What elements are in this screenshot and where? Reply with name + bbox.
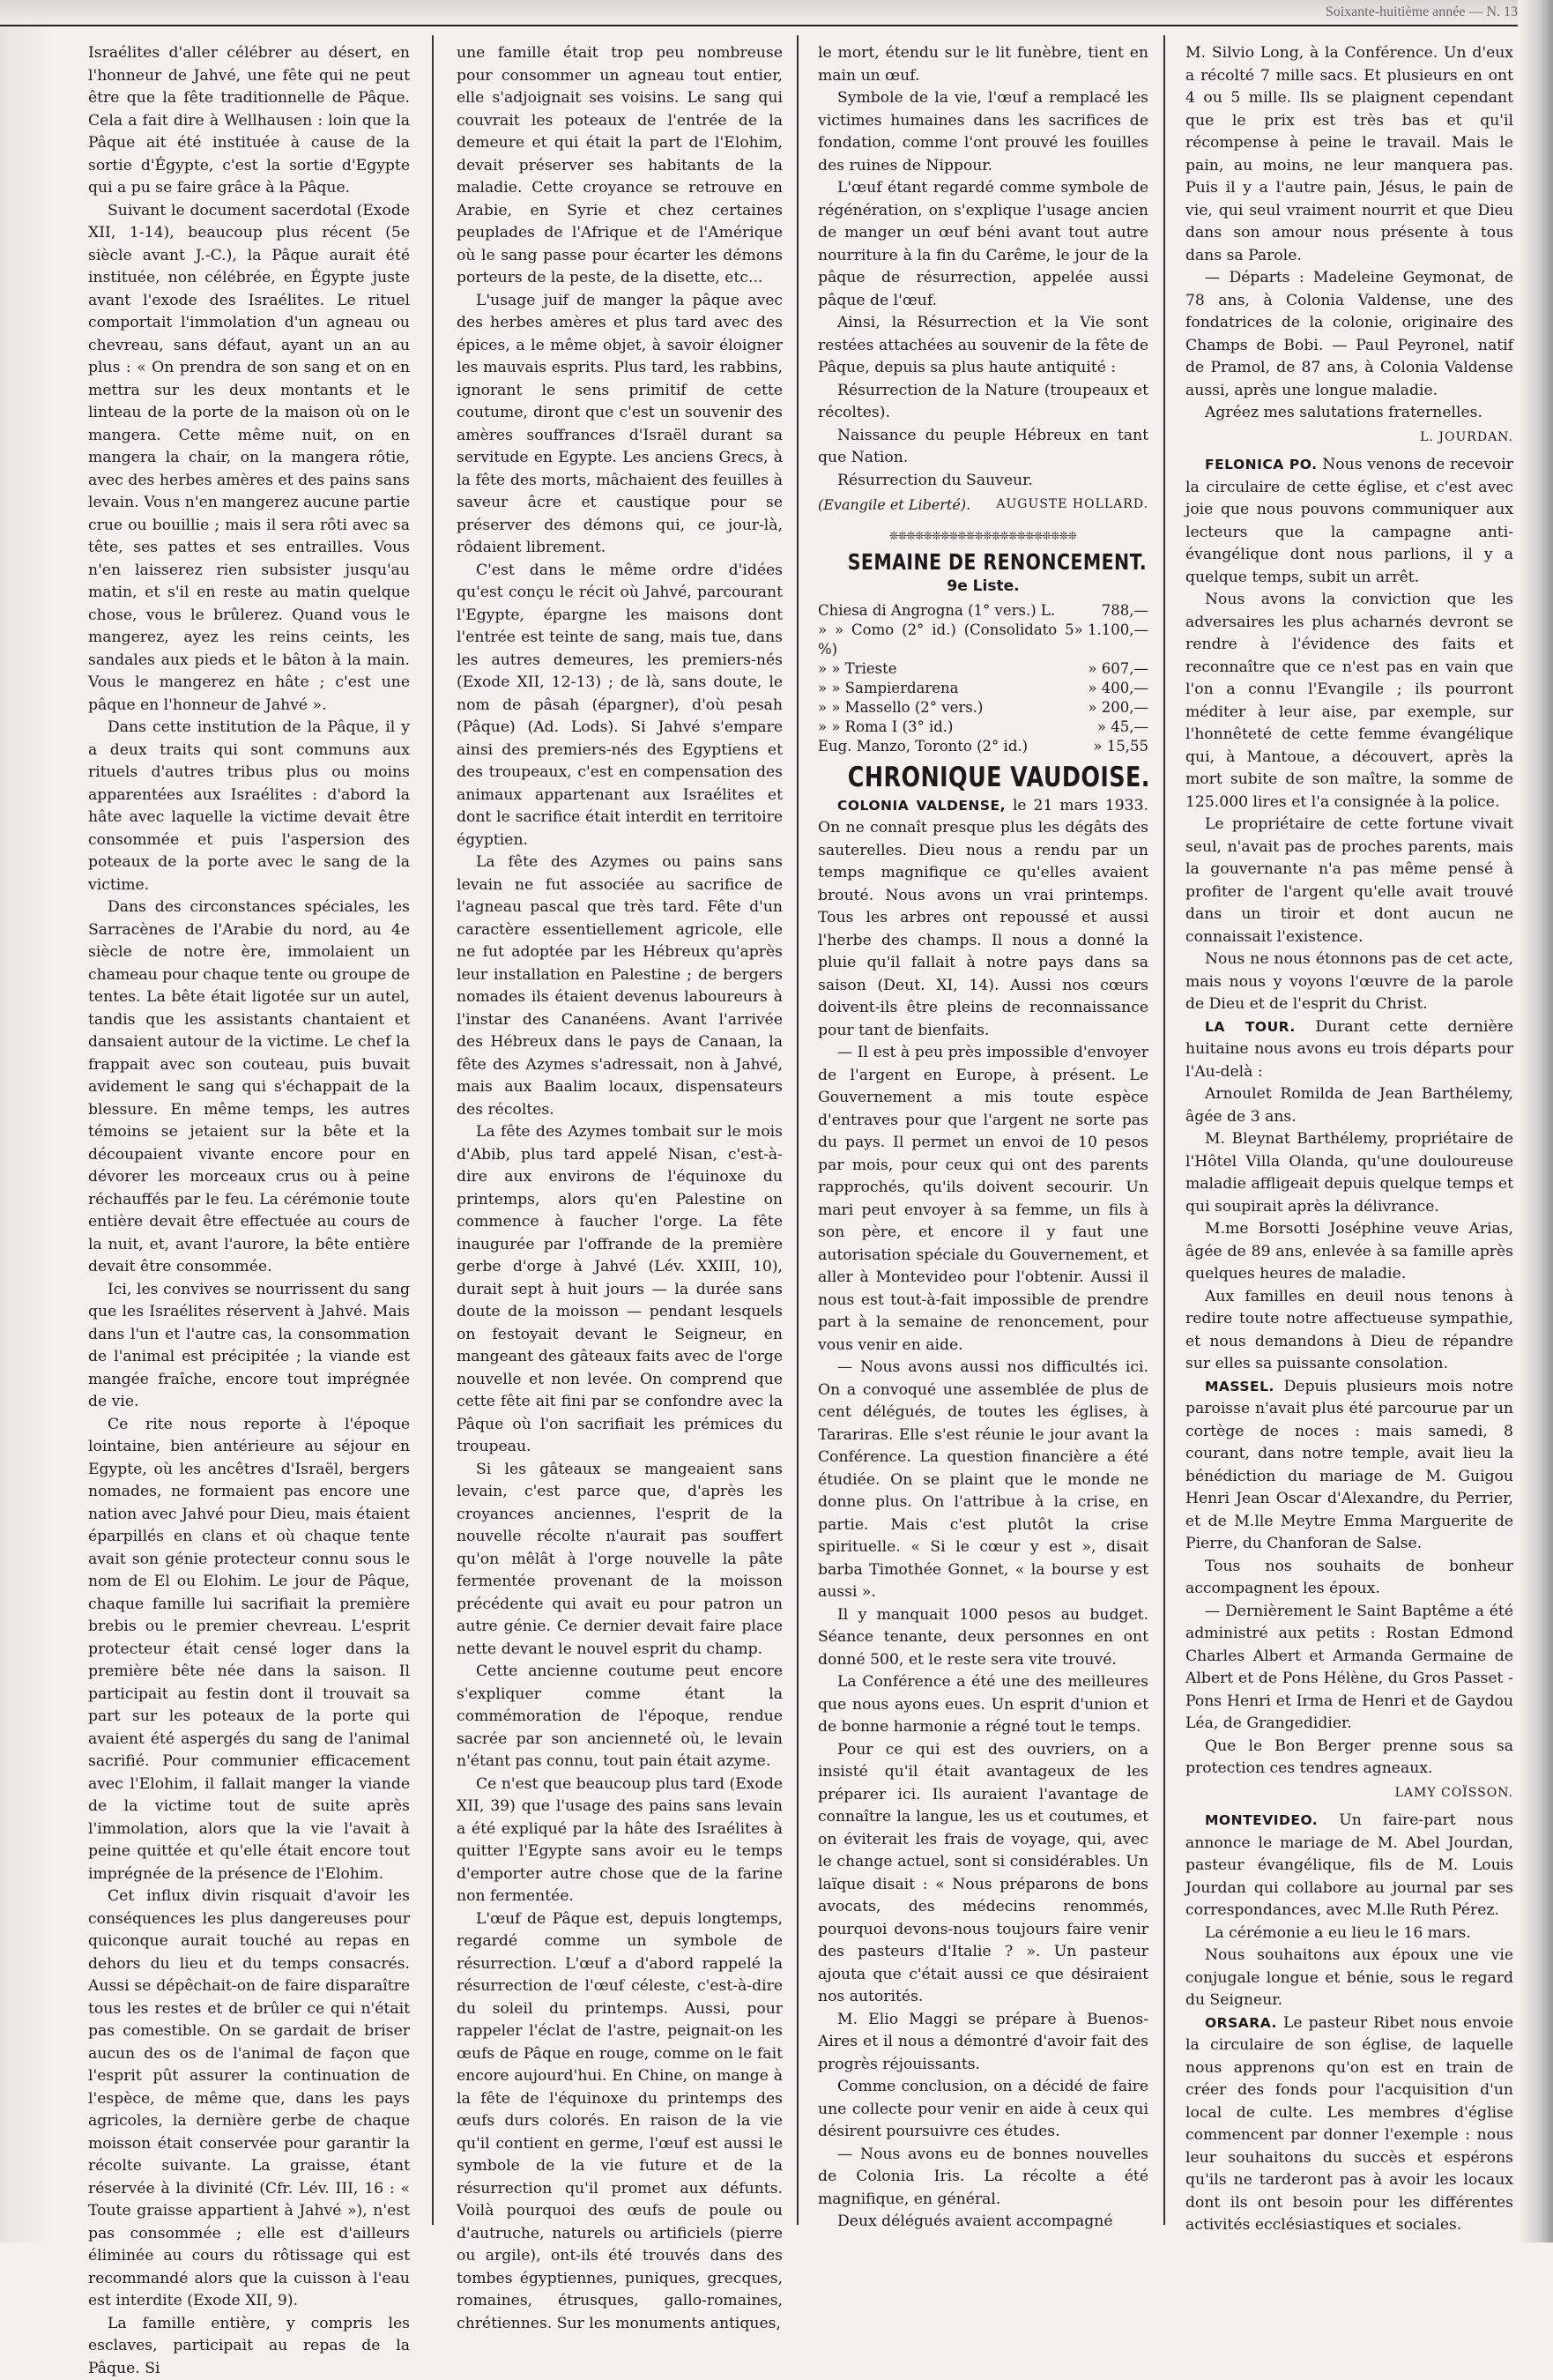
chronique-paragraph [818,795,1148,1043]
chronique-column-4 [1185,42,1513,2237]
chronique-paragraph [1185,1810,1513,1923]
paragraph-text: Comme conclusion, on a décidé de faire une collecte pour venir en aide à ceux qui désirent poursuivre ces études. [818,2078,1148,2140]
paragraph-text: Le propriétaire de cette fortune vivait seul, n'avait pas de proches parents, mais la gouvernante n'a pas même pensé à profiter de l'argent qu'elle avait trouvé dans un tiroir et dont aucun ne connaissait l'existence. [1185,815,1513,946]
chronique-paragraph [818,2076,1148,2144]
author-name: AUGUSTE HOLLARD. [996,497,1148,511]
scan-right-margin [1518,0,1553,2242]
donation-row [818,718,1148,737]
place-name: ORSARA. [1205,2015,1277,2031]
paragraph-text: M. Elio Maggi se prépare à Buenos-Aires et il nous a démontré d'avoir fait des progrès réjouissants. [818,2011,1148,2073]
paragraph: C'est dans le même ordre d'idées qu'est conçu le récit où Jahvé, parcourant l'Egypte, épargne les maisons dont l'entrée est teinte de sang, mais tue, dans les autres demeures, les premiers-nés (Exode XII, 12-13) ; de là, sans doute, le nom de pâsah (épargner), d'où pesah (Pâque) (Ad. Lods). Si Jahvé s'empare ainsi des premiers-nés des Egyptiens et des troupeaux, c'est en compensation des animaux appartenant aux Israélites et dont le sacrifice était interdit en territoire égyptien. [457,560,783,852]
chronique-paragraph [1185,2012,1513,2237]
paragraph-text: M. Bleynat Barthélemy, propriétaire de l'Hôtel Villa Olanda, qu'une douloureuse maladie affligeait depuis quelque temps et qui soupirait après la délivrance. [1185,1130,1513,1216]
paragraph-text: Deux délégués avaient accompagné [837,2213,1113,2230]
place-name: MASSEL. [1205,1379,1274,1395]
chronique-paragraph [1185,42,1513,267]
paragraph: Symbole de la vie, l'œuf a remplacé les victimes humaines dans les sacrifices de fondation, comme l'ont prouvé les fouilles des ruines de Nippour. [818,87,1148,177]
paragraph-text: Il y manquait 1000 pesos au budget. Séance tenante, deux personnes en ont donné 500, et le reste sera vite trouvé. [818,1606,1148,1669]
paragraph-text: — Dernièrement le Saint Baptême a été administré aux petits : Rostan Edmond Charles Albert et Armanda Germaine de Albert et de Pons Hélène, du Gros Passet - Pons Henri et Irma de Henri et de Gaydou Léa, de Grangedidier. [1185,1603,1513,1733]
chronique-paragraph [1185,267,1513,402]
paragraph: Dans des circonstances spéciales, les Sarracènes de l'Arabie du nord, au 4e siècle de notre ère, immolaient un chameau pour chaque tente ou groupe de tentes. La bête était ligotée sur un autel, tandis que les assistants chantaient et dansaient autour de la victime. Le chef la frappait avec son couteau, puis buvait avidement le sang qui s'échappait de la blessure. En même temps, les autres témoins se jetaient sur la bête et la découpaient vivante encore pour en dévorer les morceaux crus ou à peine réchauffés par le feu. La cérémonie toute entière devait être effectuée au cours de la nuit, et, avant l'aurore, la bête entière devait être consommée. [88,896,410,1279]
section-heading-renoncement: SEMAINE DE RENONCEMENT. [848,551,1119,574]
donation-label: Eug. Manzo, Toronto (2° id.) [818,737,1074,756]
column-rule [797,35,799,2225]
chronique-paragraph [818,1739,1148,2009]
paragraph-text: Nous souhaitons aux époux une vie conjugale longue et bénie, sous le regard du Seigneur. [1185,1946,1513,2009]
donation-amount: » 1.100,— [1074,621,1148,659]
chronique-paragraph [1185,1218,1513,1286]
running-head: Soixante-huitième année — N. 13 [0,0,1553,26]
paragraph-text: — Départs : Madeleine Geymonat, de 78 ans, à Colonia Valdense, une des fondatrices de la colonie, originaire des Champs de Bobi. — Paul Peyronel, natif de Pramol, de 87 ans, à Colonia Valdense aussi, après une longue maladie. [1185,269,1513,399]
paragraph: L'usage juif de manger la pâque avec des herbes amères et plus tard avec des épices, a le même objet, à savoir éloigner les mauvais esprits. Plus tard, les rabbins, ignorant le sens primitif de cette coutume, diront que c'est un souvenir des amères souffrances d'Israël durant sa servitude en Egypte. Les anciens Grecs, à la fête des morts, mâchaient des feuilles à saveur âcre et caustique pour se préserver des démons qui, ce jour-là, rôdaient librement. [457,290,783,560]
chronique-paragraph [818,1042,1148,1357]
paragraph-text: — Nous avons eu de bonnes nouvelles de Colonia Iris. La récolte a été magnifique, en général. [818,2146,1148,2208]
paragraph-text: Agréez mes salutations fraternelles. [1205,404,1482,421]
paragraph-text: Nous ne nous étonnons pas de cet acte, mais nous y voyons l'œuvre de la parole de Dieu et de l'esprit du Christ. [1185,950,1513,1013]
paragraph-text: M. Silvio Long, à la Conférence. Un d'eux a récolté 7 mille sacs. Et plusieurs en ont 4 ou 5 mille. Ils se plaignent cependant que le prix est très bas et qu'il récompense à peine le travail. Mais le pain, au moins, ne leur manquera pas. Puis il y a l'autre pain, Jésus, le pain de vie, qui seul vraiment nourrit et que Dieu dans son amour nous présente à tous dans sa Parole. [1185,44,1513,264]
ornament-divider: ❊❊❊❊❊❊❊❊❊❊❊❊❊❊❊❊❊❊❊❊❊❊ [818,524,1148,547]
scan-left-margin [0,0,53,2242]
chronique-paragraph [818,1604,1148,1672]
chronique-paragraph [1185,454,1513,589]
paragraph: La fête des Azymes tombait sur le mois d'Abib, plus tard appelé Nisan, c'est-à-dire aux environs de l'équinoxe du printemps, alors qu'en Palestine on commence à faucher l'orge. La fête inaugurée par l'offrande de la première gerbe d'orge à Jahvé (Lév. XXIII, 10), durait sept à huit jours — la durée sans doute de la moisson — pendant lesquels on festoyait devant le Seigneur, en mangeant des gâteaux faits avec de l'orge nouvelle et non levée. On comprend que cette fête ait fini par se confondre avec la Pâque où l'on sacrifiait les prémices du troupeau. [457,1121,783,1459]
column-rule [1163,35,1165,2225]
paragraph-text: M.me Borsotti Joséphine veuve Arias, âgée de 89 ans, enlevée à sa famille après quelques heures de maladie. [1185,1220,1513,1283]
paragraph: Cet influx divin risquait d'avoir les conséquences les plus dangereuses pour quiconque aurait touché au repas en dehors du lieu et du temps consacrés. Aussi se dépêchait-on de faire disparaître tous les restes et de brûler ce qui n'était pas comestible. On se gardait de briser aucun des os de l'animal de façon que l'esprit pût assurer la continuation de l'espèce, de même que, dans les pays agricoles, la dernière gerbe de chaque moisson était conservée pour garantir la récolte suivante. La graisse, étant réservée à la divinité (Cfr. Lév. III, 16 : « Toute graisse appartient à Jahvé »), n'est pas consommée ; elle est d'ailleurs éliminée au cours du rôtissage qui est recommandé alors que la cuisson à l'eau est interdite (Exode XII, 9). [88,1885,410,2313]
paragraph-text: Nous venons de recevoir la circulaire de cette église, et c'est avec joie que nous pouvons communiquer aux lecteurs que la campagne anti-évangélique dont nous parlions, il y a quelque temps, subit un arrêt. [1185,456,1513,586]
donation-label: » » Massello (2° vers.) [818,698,1074,718]
donation-row [818,601,1148,621]
chronique-paragraph [1185,1128,1513,1218]
chronique-paragraph [1185,948,1513,1016]
paragraph: une famille était trop peu nombreuse pour consommer un agneau tout entier, elle s'adjoignait ses voisins. Le sang qui couvrait les poteaux de l'entrée de la demeure et qui était la part de l'Elohim, devait préserver ses habitants de la maladie. Cette croyance se retrouve en Arabie, en Syrie et chez certaines peuplades de l'Afrique et de l'Amérique où le sang passe pour écarter les démons porteurs de la peste, de la disette, etc... [457,42,783,290]
paragraph-text: Que le Bon Berger prenne sous sa protection ces tendres agneaux. [1185,1737,1513,1778]
paragraph-text: Le pasteur Ribet nous envoie la circulaire de son église, de laquelle nous apprenons qu'on est en train de créer des fonds pour l'acquisition d'un local de culte. Les membres d'église commencent par donner l'exemple : nous leur souhaitons du succès et espérons qu'ils ne tarderont pas à avoir les locaux dont ils ont besoin pour les différentes activités ecclésiastiques et sociales. [1185,2014,1513,2235]
paragraph-text: Depuis plusieurs mois notre paroisse n'avait plus été parcourue par un cortège de noces : mais samedi, 8 courant, dans notre temple, avait lieu la bénédiction du mariage de M. Guigou Henri Jean Oscar d'Alexandre, du Perrier, et de M.lle Meytre Emma Marguerite de Pierre, du Chanforan de Salse. [1185,1378,1513,1553]
paragraph-text: le 21 mars 1933. On ne connaît presque plus les dégâts des sauterelles. Dieu nous a rendu par un temps magnifique ce qu'elles avaient brouté. Nous avons un vrai printemps. Tous les arbres ont repoussé et aussi l'herbe des champs. Il nous a donné la pluie qu'il fallait à notre pays dans sa saison (Deut. XI, 14). Aussi nos cœurs doivent-ils être pleins de reconnaissance pour tant de bienfaits. [818,797,1148,1039]
donation-row [818,621,1148,659]
chronique-paragraph [818,2211,1148,2234]
chronique-paragraph [1185,1601,1513,1736]
column-2 [457,42,783,2234]
paragraph: Ce n'est que beaucoup plus tard (Exode XII, 39) que l'usage des pains sans levain a été expliqué par la hâte des Israélites à quitter l'Egypte sans avoir eu le temps d'emporter autre chose que de la farine non fermentée. [457,1774,783,1908]
chronique-paragraph [1185,1945,1513,2012]
donation-label: » » Trieste [818,659,1074,679]
chronique-paragraph [818,2009,1148,2077]
donation-label: Chiesa di Angrogna (1° vers.) L. [818,601,1074,621]
chronique-paragraph [1185,402,1513,425]
paragraph: Résurrection de la Nature (troupeaux et récoltes). [818,380,1148,425]
paragraph-text: La cérémonie a eu lieu le 16 mars. [1205,1924,1471,1942]
donation-amount: 788,— [1074,601,1148,621]
column-4 [1185,42,1513,2234]
paragraph: le mort, étendu sur le lit funèbre, tient en main un œuf. [818,42,1148,87]
correspondent-signature: LAMY COÏSSON. [1185,1782,1513,1805]
place-name: COLONIA VALDENSE, [837,798,1006,814]
paragraph: Résurrection du Sauveur. [818,470,1148,493]
paragraph: Dans cette institution de la Pâque, il y a deux traits qui sont communs aux rituels d'autres tribus plus ou moins apparentées aux Israélites : d'abord la hâte avec laquelle la victime devait être consommée et puis l'aspersion des poteaux de la porte avec le sang de la victime. [88,717,410,896]
paragraph-text: Aux familles en deuil nous tenons à redire toute notre affectueuse sympathie, et nous demandons à Dieu de répandre sur elles sa puissante consolation. [1185,1288,1513,1373]
paragraph-text: Un faire-part nous annonce le mariage de M. Abel Jourdan, pasteur évangélique, fils de M. Louis Jourdan qui collabore au journal par ses correspondances, avec M.lle Ruth Pérez. [1185,1811,1513,1919]
paragraph: Si les gâteaux se mangeaient sans levain, c'est parce que, d'après les croyances anciennes, l'esprit de la nouvelle récolte n'aurait pas souffert qu'on mêlât à l'orge nouvelle la pâte fermentée provenant de la moisson précédente qui avait eu pour patron un autre génie. Ce dernier devait faire place nette devant le nouvel esprit du champ. [457,1459,783,1662]
paragraph: L'œuf de Pâque est, depuis longtemps, regardé comme un symbole de résurrection. L'œuf a d'abord rappelé la résurrection de l'œuf céleste, c'est-à-dire du soleil du printemps. Aussi, pour rappeler l'éclat de l'astre, peignait-on les œufs de Pâque en rouge, comme on le fait encore aujourd'hui. En Chine, on mange à la fête de l'équinoxe du printemps des œufs durs colorés. En raison de la vie qu'il contient en germe, l'œuf est aussi le symbole de la vie future et de la résurrection qu'il promet aux défunts. Voilà pourquoi des œufs de poule ou d'autruche, naturels ou artificiels (pierre ou argile), ont-ils été trouvés dans des tombes égyptiennes, puniques, grecques, romaines, étrusques, gallo-romaines, chrétiennes. Sur les monuments antiques, [457,1908,783,2336]
paragraph: L'œuf étant regardé comme symbole de régénération, on s'explique l'usage ancien de manger un œuf béni avant tout autre nourriture à la fin du Carême, le jour de la pâque de résurrection, appelée aussi pâque de l'œuf. [818,177,1148,312]
paragraph: Cette ancienne coutume peut encore s'expliquer comme étant la commémoration de l'époque, rendue sacrée par son ancienneté où, le levain n'étant pas connu, tout pain était azyme. [457,1661,783,1774]
paragraph-text: La Conférence a été une des meilleures que nous ayons eues. Un esprit d'union et de bonne harmonie a régné tout le temps. [818,1673,1148,1736]
place-name: MONTEVIDEO. [1205,1812,1318,1828]
chronique-paragraph [1185,589,1513,814]
column-1 [88,42,410,2234]
donation-row [818,659,1148,679]
article-signature [818,494,1148,517]
donation-label: » » Sampierdarena [818,679,1074,698]
correspondent-signature: L. JOURDAN. [1185,427,1513,450]
paragraph: Ce rite nous reporte à l'époque lointaine, bien antérieure au séjour en Egypte, où les ancêtres d'Israël, bergers nomades, ne formaient pas encore une nation avec Jahvé pour Dieu, mais étaient éparpillés en clans et où chaque tente avait son génie protecteur connu sous le nom de El ou Elohim. Le jour de Pâque, chaque famille lui sacrifiait la première brebis ou le premier chevreau. L'esprit protecteur était censé loger dans la première bête née dans la saison. Il participait au festin dont il trouvait sa part sur les poteaux de la porte qui avaient été aspergés du sang de l'animal sacrifié. Pour communier efficacement avec l'Elohim, il fallait manger la viande de la victime tout de suite après l'immolation, alors que la vie l'avait à peine quittée et qu'elle était encore tout imprégnée de la présence de l'Elohim. [88,1414,410,1886]
chronique-paragraph [1185,1736,1513,1781]
paragraph: Ainsi, la Résurrection et la Vie sont restées attachées au souvenir de la fête de Pâque, depuis sa plus haute antiquité : [818,312,1148,380]
paragraph-text: — Nous avons aussi nos difficultés ici. On a convoqué une assemblée de plus de cent délégués, de toutes les églises, à Tarariras. Elle s'est réunie le jour avant la Conférence. La question financière a été étudiée. On se plaint que le monde ne donne plus. On l'attribue à la crise, en partie. Mais c'est plutôt la crise spirituelle. « Si le cœur y est », disait barba Timothée Gonnet, « la bourse y est aussi ». [818,1358,1148,1601]
column-3 [818,42,1148,2234]
source-citation: (Evangile et Liberté). [818,494,970,517]
donation-list [818,601,1148,756]
chronique-paragraph [1185,1923,1513,1945]
chronique-column-3 [818,795,1148,2234]
column-rule [432,35,434,2225]
donation-row [818,698,1148,718]
paragraph: Israélites d'aller célébrer au désert, en l'honneur de Jahvé, une fête qui ne peut être que la fête traditionnelle de Pâque. Cela a fait dire à Wellhausen : loin que la Pâque ait été instituée à cause de la sortie d'Égypte, c'est la sortie d'Egypte qui a pu se faire grâce à la Pâque. [88,42,410,200]
paragraph: Suivant le document sacerdotal (Exode XII, 1-14), beaucoup plus récent (5e siècle avant J.-C.), la Pâque aurait été instituée, non célébrée, en Égypte juste avant l'exode des Israélites. Le rituel comportait l'immolation d'un agneau ou chevreau, sans défaut, ayant un an au plus : « On prendra de son sang et on en mettra sur les deux montants et le linteau de la porte de la maison où on le mangera. Cette même nuit, on en mangera la chair, on la mangera rôtie, avec des herbes amères et des pains sans levain. Vous n'en mangerez aucune partie crue ou bouillie ; mais il sera rôti avec sa tête, ses pattes et ses entrailles. Vous n'en laisserez rien subsister jusqu'au matin, et s'il en reste au matin quelque chose, vous le brûlerez. Quand vous le mangerez, ayez les reins ceints, les sandales aux pieds et le bâton à la main. Vous le mangerez en hâte ; c'est une pâque en l'honneur de Jahvé ». [88,200,410,718]
chronique-paragraph [818,2144,1148,2212]
donation-label: » » Como (2° id.) (Consolidato 5 %) [818,621,1074,659]
donation-amount: » 45,— [1074,718,1148,737]
donation-amount: » 15,55 [1074,737,1148,756]
donation-amount: » 607,— [1074,659,1148,679]
paragraph-text: Nous avons la conviction que les adversaires les plus acharnés devront se rendre à l'évidence des faits et reconnaître que ce n'est pas en vain que l'on a connu l'Evangile ; ils pourront méditer à leur aise, par exemple, sur l'honnêteté de cette femme évangélique qui, à Mantoue, a découvert, après la mort subite de son maître, la somme de 125.000 lires et l'a consignée à la police. [1185,591,1513,811]
place-name: LA TOUR. [1205,1019,1296,1035]
paragraph-text: Durant cette dernière huitaine nous avons eu trois départs pour l'Au-delà : [1185,1018,1513,1081]
paragraph: La famille entière, y compris les esclaves, participait au repas de la Pâque. Si [88,2313,410,2380]
paragraph: Ici, les convives se nourrissent du sang que les Israélites réservent à Jahvé. Mais dans l'un et l'autre cas, la consommation de l'animal est précipitée ; la viande est mangée fraîche, encore tout imprégnée de vie. [88,1279,410,1414]
chronique-paragraph [818,1357,1148,1604]
chronique-paragraph [1185,1376,1513,1556]
paragraph-text: — Il est à peu près impossible d'envoyer de l'argent en Europe, à présent. Le Gouvernement a mis toute espèce d'entraves pour que l'argent ne sorte pas du pays. Il permet un envoi de 10 pesos par mois, pour ceux qui ont des parents rapprochés, qu'ils doivent secourir. Un mari peut envoyer à sa femme, un fils à son père, et encore il y faut une autorisation spéciale du Gouvernement, et aller à Montevideo pour l'obtenir. Aussi il nous est tout-à-fait impossible de prendre part à la semaine de renoncement, pour vous venir en aide. [818,1044,1148,1354]
section-heading-chronique: CHRONIQUE VAUDOISE. [848,767,1119,790]
chronique-paragraph [1185,814,1513,948]
chronique-paragraph [818,1671,1148,1739]
place-name: FELONICA PO. [1205,457,1318,472]
chronique-paragraph [1185,1286,1513,1376]
paragraph-text: Pour ce qui est des ouvriers, on a insisté qu'il était avantageux de les préparer ici. Ils auraient l'avantage de connaître la langue, les us et coutumes, et on éviterait les frais de voyage, qui, avec le change actuel, sont si considérables. Un laïque disait : « Nous préparons de bons avocats, des médecins renommés, pourquoi devons-nous toujours faire venir des pasteurs d'Italie ? ». Un pasteur ajouta que c'était aussi ce que désiraient nos autorités. [818,1741,1148,2006]
donation-amount: » 200,— [1074,698,1148,718]
chronique-paragraph [1185,1556,1513,1601]
chronique-paragraph [1185,1083,1513,1128]
paragraph: Naissance du peuple Hébreux en tant que Nation. [818,425,1148,470]
chronique-paragraph [1185,1016,1513,1084]
donation-row [818,679,1148,698]
paragraph-text: Tous nos souhaits de bonheur accompagnent les époux. [1185,1558,1513,1598]
donation-amount: » 400,— [1074,679,1148,698]
paragraph: La fête des Azymes ou pains sans levain ne fut associée au sacrifice de l'agneau pascal que très tard. Fête d'un caractère essentiellement agricole, elle ne fut adoptée par les Hébreux qu'après leur installation en Palestine ; de bergers nomades ils étaient devenus laboureurs à l'instar des Cananéens. Avant l'arrivée des Hébreux dans le pays de Canaan, la fête des Azymes s'adressait, non à Jahvé, mais aux Baalim locaux, dispensateurs des récoltes. [457,852,783,1121]
paragraph-text: Arnoulet Romilda de Jean Barthélemy, âgée de 3 ans. [1185,1085,1513,1126]
donation-label: » » Roma I (3° id.) [818,718,1074,737]
donation-row [818,737,1148,756]
list-number: 9e Liste. [818,576,1148,599]
